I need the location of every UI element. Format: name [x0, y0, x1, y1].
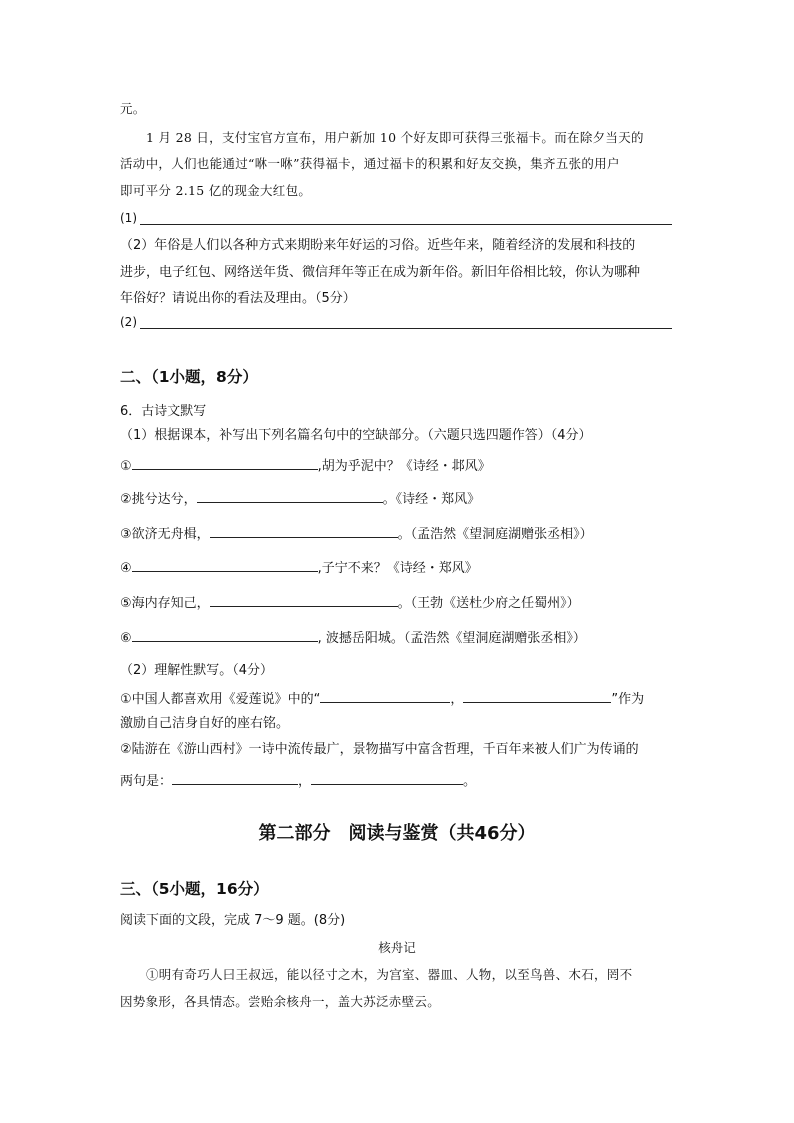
question-text: 进步，电子红包、网络送年货、微信拜年等正在成为新年俗。新旧年俗相比较，你认为哪种	[120, 265, 641, 280]
passage-line: 因势象形，各具情态。尝贻余核舟一，盖大苏泛赤壁云。	[120, 994, 441, 1009]
passage-line: ①明有奇巧人曰王叔远，能以径寸之木，为宫室、器皿、人物，以至鸟兽、木石，罔不	[146, 967, 633, 982]
fill-blank[interactable]	[172, 769, 298, 785]
question-text: （1）根据课本，补写出下列名篇名句中的空缺部分。（六题只选四题作答）（4分）	[120, 428, 592, 443]
fill-blank[interactable]	[132, 556, 318, 572]
text-line: 活动中，人们也能通过“咻一咻”获得福卡，通过福卡的积累和好友交换，集齐五张的用户	[120, 156, 620, 171]
question-text: （2）理解性默写。（4分）	[120, 663, 274, 678]
passage-title: 核舟记	[378, 940, 416, 955]
fill-blank[interactable]	[132, 454, 318, 470]
fill-blank[interactable]	[311, 769, 463, 785]
text-line: 元。	[120, 101, 146, 116]
question-text: 激励自己洁身自好的座右铭。	[120, 716, 290, 731]
section-heading: 三、（5小题，16分）	[120, 880, 269, 898]
text-line: 1 月 28 日，支付宝官方宣布，用户新加 10 个好友即可获得三张福卡。而在除夕当天的	[146, 130, 644, 145]
part-title: 第二部分 阅读与鉴赏（共46分）	[258, 823, 536, 844]
question-text: 阅读下面的文段，完成 7～9 题。(8分)	[120, 913, 346, 928]
question-text: ②陆游在《游山西村》一诗中流传最广，景物描写中富含哲理，千百年来被人们广为传诵的	[120, 742, 639, 757]
question-number: 6．古诗文默写	[120, 404, 207, 419]
text-line: 即可平分 2.15 亿的现金大红包。	[120, 183, 312, 198]
fill-blank[interactable]	[210, 522, 398, 538]
fill-blank[interactable]	[132, 626, 318, 642]
fill-item: ①中国人都喜欢用《爱莲说》中的“ ， ”作为	[120, 687, 644, 710]
answer-line-1[interactable]	[140, 223, 672, 225]
fill-blank[interactable]	[463, 687, 611, 703]
fill-item: ⑤海内存知己， 。（王勃《送杜少府之任蜀州》）	[120, 591, 580, 614]
fill-item: ④ ,子宁不来？《诗经・郑风》	[120, 556, 478, 579]
fill-blank[interactable]	[197, 487, 383, 503]
question-text: 年俗好？请说出你的看法及理由。（5分）	[120, 291, 356, 306]
answer-label-2: (2)	[120, 315, 137, 329]
section-heading: 二、（1小题，8分）	[120, 368, 258, 386]
fill-item: ②挑兮达兮， 。《诗经・郑风》	[120, 487, 480, 510]
fill-blank[interactable]	[320, 687, 450, 703]
question-text: （2）年俗是人们以各种方式来期盼来年好运的习俗。近些年来，随着经济的发展和科技的	[120, 238, 636, 253]
fill-item: ③欲济无舟楫， 。（孟浩然《望洞庭湖赠张丞相》）	[120, 522, 593, 545]
answer-line-2[interactable]	[140, 327, 672, 329]
fill-item: ⑥ , 波撼岳阳城。（孟浩然《望洞庭湖赠张丞相》）	[120, 626, 586, 649]
fill-item: ① ,胡为乎泥中？《诗经・邶风》	[120, 454, 491, 477]
fill-item: 两句是： ， 。	[120, 769, 476, 792]
fill-blank[interactable]	[210, 591, 398, 607]
answer-label-1: (1)	[120, 211, 137, 225]
